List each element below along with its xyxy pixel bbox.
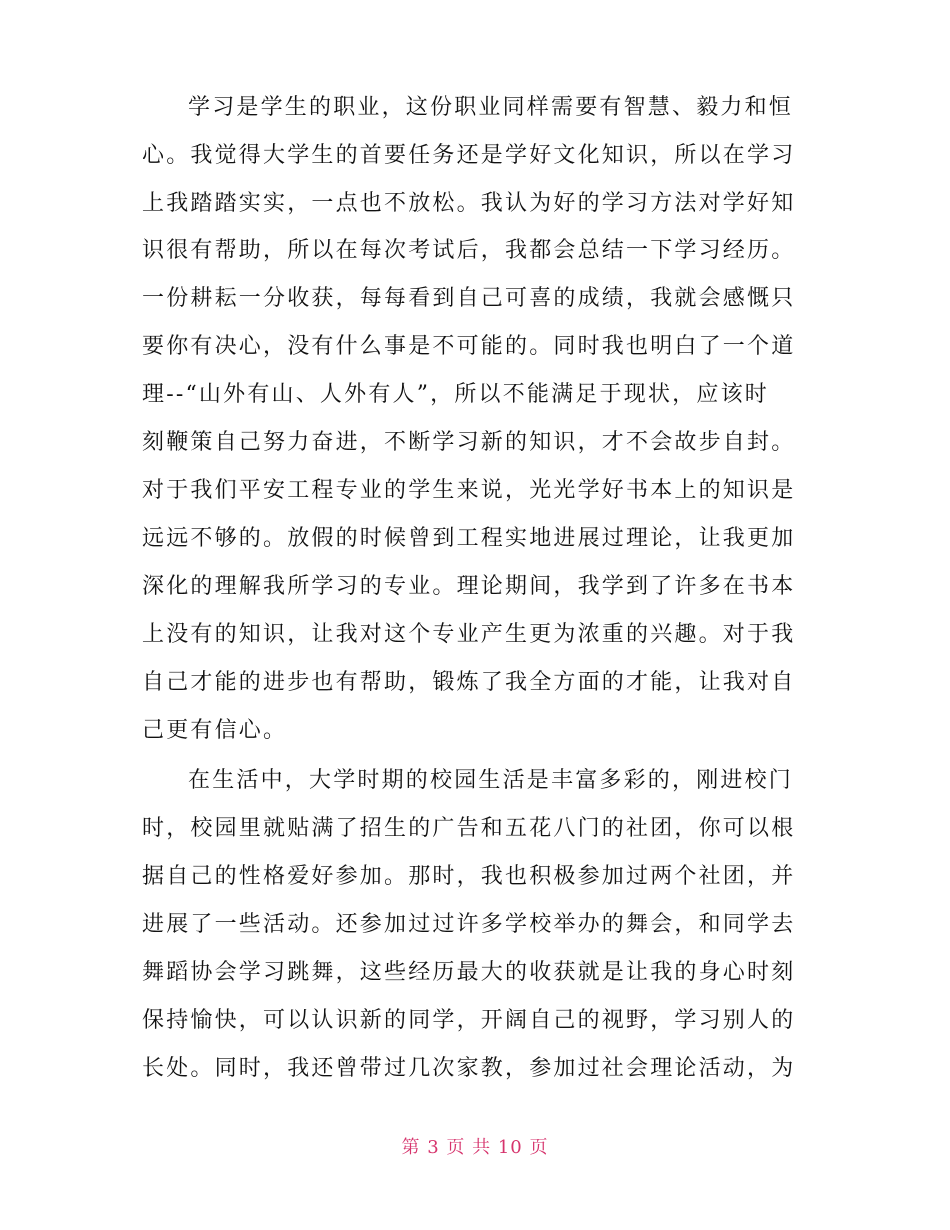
- paragraph-2-line: 据自己的性格爱好参加。那时，我也积极参加过两个社团，并: [142, 864, 796, 889]
- paragraph-1-line: 识很有帮助，所以在每次考试后，我都会总结一下学习经历。: [142, 238, 796, 263]
- paragraph-1-line: 己更有信心。: [142, 718, 288, 743]
- paragraph-1-line: 要你有决心，没有什么事是不可能的。同时我也明白了一个道: [142, 334, 796, 359]
- page-number-footer: 第 3 页 共 10 页: [401, 1137, 549, 1158]
- paragraph-1-line: 上我踏踏实实，一点也不放松。我认为好的学习方法对学好知: [142, 191, 796, 216]
- paragraph-1-line: 一份耕耘一分收获，每每看到自己可喜的成绩，我就会感慨只: [142, 286, 796, 311]
- paragraph-2-line: 在生活中，大学时期的校园生活是丰富多彩的，刚进校门: [188, 768, 794, 793]
- paragraph-2-line: 时，校园里就贴满了招生的广告和五花八门的社团，你可以根: [142, 816, 796, 841]
- paragraph-1-line: 刻鞭策自己努力奋进，不断学习新的知识，才不会故步自封。: [142, 430, 796, 455]
- paragraph-1-line: 自己才能的进步也有帮助，锻炼了我全方面的才能，让我对自: [142, 670, 796, 695]
- paragraph-1-line: 对于我们平安工程专业的学生来说，光光学好书本上的知识是: [142, 478, 796, 503]
- paragraph-1-line: 深化的理解我所学习的专业。理论期间，我学到了许多在书本: [142, 574, 796, 599]
- paragraph-2-line: 进展了一些活动。还参加过过许多学校举办的舞会，和同学去: [142, 912, 796, 937]
- paragraph-1-line: 学习是学生的职业，这份职业同样需要有智慧、毅力和恒: [188, 95, 794, 120]
- paragraph-2-line: 舞蹈协会学习跳舞，这些经历最大的收获就是让我的身心时刻: [142, 960, 796, 985]
- paragraph-1-line: 心。我觉得大学生的首要任务还是学好文化知识，所以在学习: [142, 143, 796, 168]
- paragraph-1-line: 理--“山外有山、人外有人”，所以不能满足于现状，应该时: [142, 382, 769, 407]
- paragraph-2-line: 长处。同时，我还曾带过几次家教，参加过社会理论活动，为: [142, 1056, 796, 1081]
- paragraph-1-line: 远远不够的。放假的时候曾到工程实地进展过理论，让我更加: [142, 526, 796, 551]
- paragraph-2-line: 保持愉快，可以认识新的同学，开阔自己的视野，学习别人的: [142, 1008, 796, 1033]
- paragraph-1-line: 上没有的知识，让我对这个专业产生更为浓重的兴趣。对于我: [142, 622, 796, 647]
